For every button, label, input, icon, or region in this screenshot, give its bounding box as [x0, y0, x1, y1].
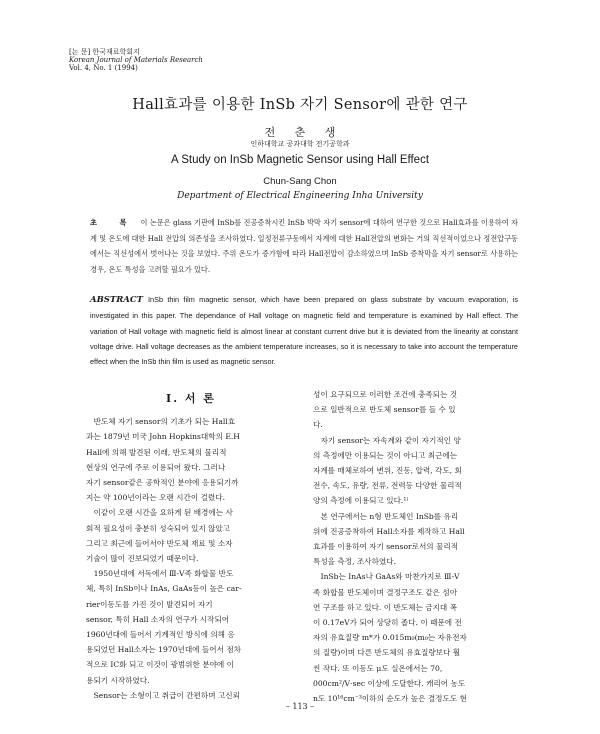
author-name-en: Chun-Sang Chon [263, 176, 337, 187]
body-text-line: 기술이 많이 진보되었기 때문이다. [86, 554, 199, 564]
body-text-line: 이 0.17eV가 되어 상당히 좁다. 이 때문에 전 [313, 618, 462, 628]
paper-title-ko: Hall효과를 이용한 InSb 자기 Sensor에 관한 연구 [132, 97, 468, 113]
abstract-en-text: InSb thin film magnetic sensor, which have been prepared on glass substrate by vacuum evaporation, is investigated in this paper. The dependance of Hall voltage on magnetic field and temperature is examined by Hall effect. The variation of Hall voltage with magnetic field is almost linear at constant current drive but it is deviated from the linearity at constant voltage drive. Hall voltage decreases as the ambient temperature increases, so it is necessary to take into account the temperature effect when the InSb thin film is used as magnetic sensor. [90, 295, 518, 367]
body-text-line: 1960년대에 들어서 기계적인 방식에 의해 응 [86, 630, 235, 640]
abstract-en [90, 292, 518, 369]
body-text-line: 지는 약 100년이라는 오랜 시간이 걸렸다. [86, 493, 226, 503]
body-text-line: 양의 측정에 이용되고 있다.¹⁾ [313, 496, 409, 506]
body-text-line: 으로 일반적으로 반도체 sensor를 들 수 있 [313, 405, 456, 415]
body-text-line: InSb는 InAs나 GaAs와 마찬가지로 Ⅲ-Ⅴ [313, 572, 460, 582]
body-text-line: 의 질량)이며 다른 반도체의 유효질량보다 훨 [313, 648, 461, 658]
body-text-line: 이같이 오랜 시간을 요하게 된 배경에는 사 [86, 508, 233, 518]
body-text-line: 그리고 최근에 들어서야 반도체 재료 및 소자 [86, 538, 233, 548]
body-text-line: 과는 1879년 미국 John Hopkins대학의 E.H [86, 432, 240, 442]
body-text-line: 현상의 연구에 주로 이용되어 왔다. 그러나 [86, 462, 226, 472]
body-text-line: 용되었던 Hall소자는 1970년대에 들어서 점차 [86, 645, 242, 655]
body-text-line: Hall에 의해 발견된 이래, 반도체의 물리적 [86, 447, 227, 457]
abstract-ko [90, 215, 518, 277]
body-text-line: 다. [313, 420, 323, 430]
body-text-line: 적으로 IC화 되고 이것이 광범위한 분야에 이 [86, 660, 234, 670]
body-text-line: 반도체 자기 sensor의 기초가 되는 Hall효 [86, 417, 236, 427]
left-column-lines [86, 414, 296, 703]
affiliation-en: Department of Electrical Engineering Inha University [177, 191, 423, 201]
body-text-line: 연 구조를 하고 있다. 이 반도체는 금지대 폭 [313, 602, 458, 612]
body-text-line: 1950년대에 서독에서 Ⅲ-Ⅴ족 화합물 반도 [86, 569, 234, 579]
body-text-line: 전수, 속도, 유량, 전류, 전력등 다양한 물리적 [313, 481, 462, 491]
body-left-column [86, 388, 296, 703]
right-column-lines [313, 387, 523, 706]
journal-name-en: Korean Journal of Materials Research [69, 56, 203, 65]
body-text-line: 용되기 시작하였다. [86, 675, 150, 685]
author-name-ko: 전 춘 생 [264, 126, 336, 139]
body-text-line: rier이동도를 가진 것이 발견되어 자기 [86, 599, 213, 609]
body-text-line: 씬 작다. 또 이동도 μ도 실온에서는 70, [313, 663, 443, 673]
body-text-line: n도 10¹⁶cm⁻³이하의 순도가 높은 결정도도 현 [313, 694, 467, 704]
body-text-line: 위에 진공증착하여 Hall소자를 제작하고 Hall [313, 526, 465, 536]
body-text-line: 자기 sensor는 자속계와 같이 자기적인 양 [313, 435, 461, 445]
body-text-line: 성이 요구되므로 이러한 조건에 충족되는 것 [313, 390, 458, 399]
body-text-line: 족 화합물 반도체이며 결정구조도 같은 섬아 [313, 587, 458, 597]
paper-title-en: A Study on InSb Magnetic Sensor using Hall Effect [170, 154, 430, 166]
journal-header [69, 48, 203, 73]
body-right-column [313, 387, 523, 706]
body-text-line: 체, 특히 InSb이나 InAs, GaAs등이 높은 car- [86, 584, 242, 594]
body-text-line: 특성을 측정, 조사하였다. [313, 557, 397, 567]
abstract-ko-label: 초 록 [90, 218, 137, 227]
body-text-line: 자기 sensor같은 공학적인 분야에 응용되기까 [86, 478, 239, 488]
section-title-introduction: I. 서 론 [166, 392, 216, 405]
abstract-en-label: ABSTRACT [90, 295, 143, 305]
affiliation-ko: 인하대학교 공과대학 전기공학과 [250, 140, 350, 148]
body-text-line: 자의 유효질량 m*가 0.015m₀(m₀는 자유전자 [313, 633, 467, 643]
body-text-line: 본 연구에서는 n형 반도체인 InSb를 유리 [313, 511, 459, 521]
body-text-line: 효과를 이용하여 자기 sensor로서의 물리적 [313, 542, 459, 552]
body-text-line: 의 측정에만 이용되는 것이 아니고 최근에는 [313, 450, 458, 460]
journal-volume: Vol. 4, No. 1 (1994) [69, 64, 138, 73]
body-text-line: 000cm²/V·sec 이상에 도달한다. 캐리어 농도 [313, 678, 466, 688]
body-text-line: Sensor는 소형이고 취급이 간편하며 고신뢰 [86, 690, 240, 700]
page-number: – 113 – [285, 702, 315, 711]
body-text-line: sensor, 특히 Hall 소자의 연구가 시작되어 [86, 614, 230, 624]
body-text-line: 회적 필요성이 충분히 성숙되어 있지 않았고 [86, 523, 231, 533]
abstract-ko-text: 이 논문은 glass 기판에 InSb를 진공증착시킨 InSb 박막 자기 sensor에 대하여 연구한 것으로 Hall효과를 이용하여 자계 및 온도에 대한 Hall 전압의 의존성을 조사하였다. 일정전류구동에서 자계에 대한 Hall전압의 변화는 거의 직선적이었으나 정전압구동에서는 직선성에서 벗어나는 것을 보였다. 주위 온도가 증가함에 따라 Hall전압이 감소하였으며 InSb 증착막을 자기 sensor로 사용하는 경우, 온도 특성을 고려할 필요가 있다. [90, 218, 519, 274]
body-text-line: 자계를 매체로하여 변위, 진동, 압력, 각도, 회 [313, 466, 462, 476]
journal-name-ko: [논 문] 한국재료학회지 [69, 48, 140, 56]
